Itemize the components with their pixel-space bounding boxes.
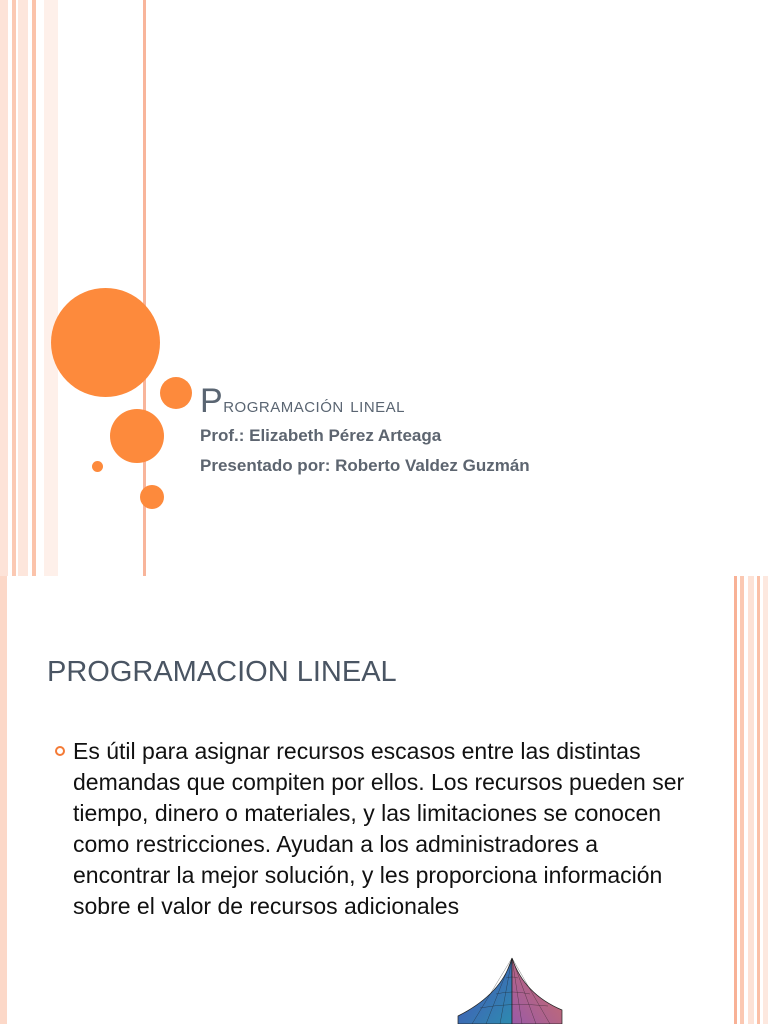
bullet-ring-icon (55, 746, 65, 756)
decorative-stripe (44, 0, 58, 576)
decorative-stripe (763, 576, 768, 1024)
decorative-circle-medium (110, 409, 164, 463)
decorative-stripe (32, 0, 36, 576)
title-initial: P (200, 382, 224, 420)
decorative-stripe (12, 0, 16, 576)
title-rest: rogramación lineal (223, 392, 405, 417)
decorative-stripe (18, 0, 28, 576)
decorative-stripe (748, 576, 754, 1024)
decorative-circle-tiny (92, 461, 103, 472)
slide-title (200, 382, 405, 421)
decorative-stripe (734, 576, 737, 1024)
content-title: PROGRAMACION LINEAL (47, 656, 397, 688)
decorative-circle-large (51, 288, 160, 397)
bullet-list (47, 736, 687, 922)
decorative-stripe (0, 576, 7, 1024)
decorative-stripe (757, 576, 760, 1024)
presenter-line: Presentado por: Roberto Valdez Guzmán (200, 456, 530, 475)
decorative-stripe (0, 0, 8, 576)
3d-surface-plot-image (410, 954, 570, 1024)
decorative-circle-small (140, 485, 164, 509)
professor-line: Prof.: Elizabeth Pérez Arteaga (200, 426, 442, 445)
decorative-stripe (740, 576, 744, 1024)
bullet-text: Es útil para asignar recursos escasos entre las distintas demandas que compiten por ellos. Los recursos pueden ser tiempo, dinero o materiales, y las limitaciones se conocen como restricciones. Ayudan a los administradores a encontrar la mejor solución, y les proporciona información sobre el valor de recursos adicionales (73, 738, 685, 919)
decorative-circle-small (160, 377, 192, 409)
